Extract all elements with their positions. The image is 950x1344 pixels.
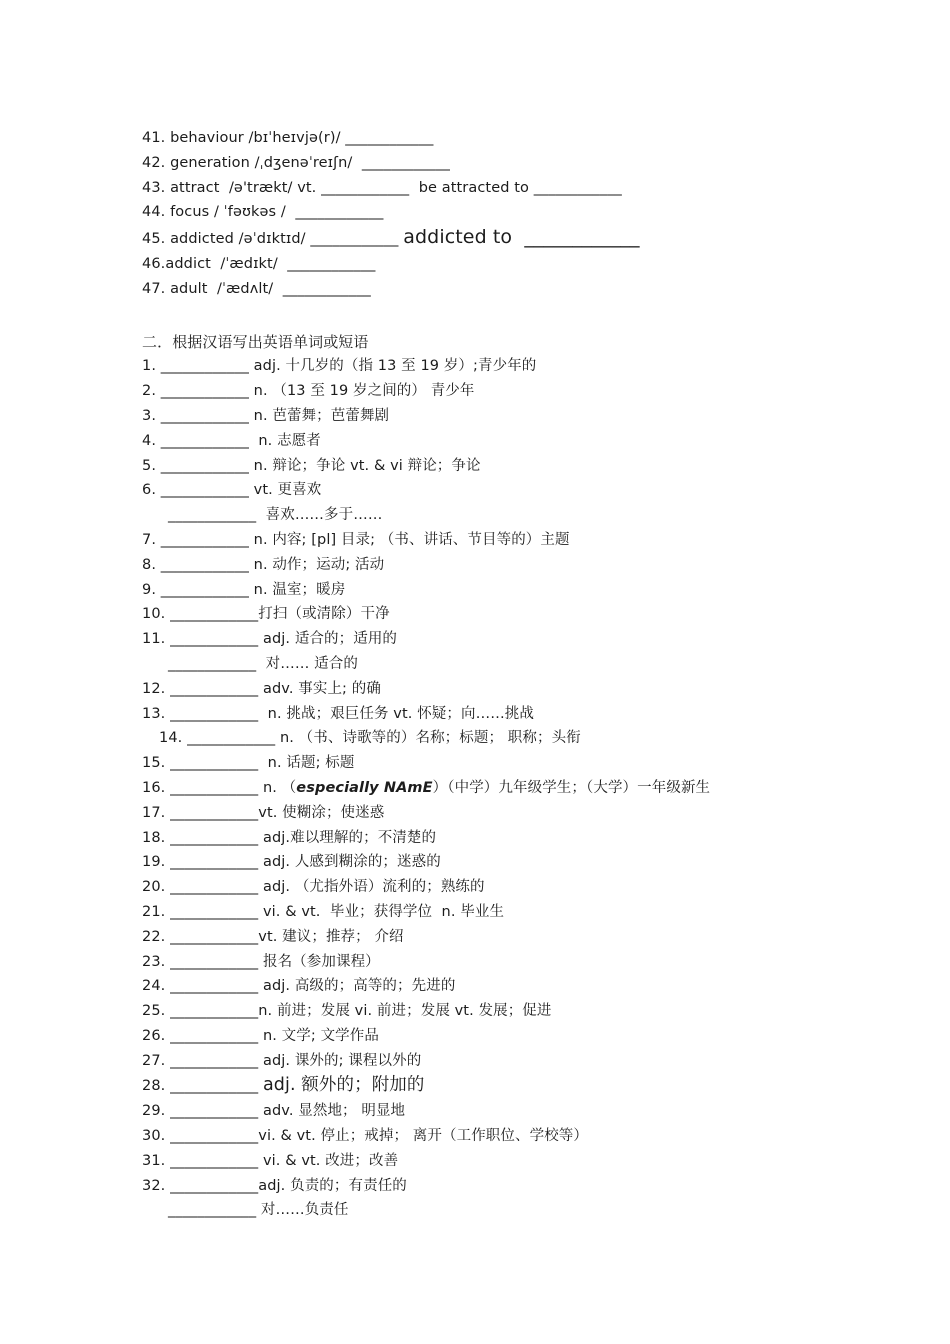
- worksheet-line: [142, 151, 910, 176]
- phonetics-vocab-list: [142, 126, 910, 302]
- line-text: 41. behaviour /bɪˈheɪvjə(r)/ ____________: [142, 130, 434, 146]
- worksheet-line: [142, 1124, 910, 1149]
- line-text: 42. generation /ˌdʒenəˈreɪʃn/ ____________: [142, 154, 451, 171]
- worksheet-line: [142, 776, 910, 801]
- line-text: ____________ 对…… 适合的: [168, 655, 358, 672]
- worksheet-line: [142, 1024, 910, 1049]
- line-text: 18. ____________ adj.难以理解的；不清楚的: [142, 829, 437, 846]
- line-text: 5. ____________ n. 辩论；争论 vt. & vi 辩论；争论: [142, 457, 481, 474]
- worksheet-line: [142, 429, 910, 454]
- line-text: 44. focus / ˈfəʊkəs / ____________: [142, 204, 384, 221]
- worksheet-line: [142, 200, 910, 225]
- line-text: 19. ____________ adj. 人感到糊涂的；迷惑的: [142, 854, 441, 871]
- section2-header: 二．根据汉语写出英语单词或短语: [142, 332, 369, 351]
- line-text: 6. ____________ vt. 更喜欢: [142, 482, 322, 499]
- worksheet-line: [142, 277, 910, 302]
- line-text: 14. ____________ n. （书、诗歌等的）名称；标题； 职称；头衔: [159, 730, 581, 747]
- line-text: 31. ____________ vi. & vt. 改进；改善: [142, 1152, 399, 1169]
- worksheet-line: [142, 578, 910, 603]
- worksheet-line: [142, 702, 910, 727]
- section-gap: [142, 302, 910, 330]
- chinese-to-english-list: [142, 354, 910, 1223]
- worksheet-line: [142, 553, 910, 578]
- worksheet-line: [142, 726, 910, 751]
- worksheet-line: [142, 379, 910, 404]
- worksheet-line: [142, 176, 910, 201]
- line-text: 9. ____________ n. 温室；暖房: [142, 581, 346, 598]
- worksheet-line: [142, 528, 910, 553]
- worksheet-line: [142, 751, 910, 776]
- line-text: 20. ____________ adj. （尤指外语）流利的；熟练的: [142, 879, 485, 896]
- line-text: 4. ____________ n. 志愿者: [142, 432, 321, 449]
- line-text: 3. ____________ n. 芭蕾舞；芭蕾舞剧: [142, 407, 390, 424]
- line-text: 32. ____________adj. 负责的；有责任的: [142, 1177, 407, 1194]
- line-text: 26. ____________ n. 文学; 文学作品: [142, 1027, 379, 1044]
- line-text: 22. ____________vt. 建议；推荐； 介绍: [142, 928, 404, 945]
- line-text: 16. ____________ n. （: [142, 779, 297, 796]
- worksheet-line: [142, 1073, 910, 1099]
- line-text: ）（中学）九年级学生；（大学）一年级新生: [432, 779, 711, 796]
- worksheet-line: [142, 1198, 910, 1223]
- line-text: ____________ 喜欢……多于……: [168, 507, 383, 524]
- worksheet-line: [142, 602, 910, 627]
- line-text: 46.addict /ˈædɪkt/ ____________: [142, 255, 376, 272]
- worksheet-line: [142, 850, 910, 875]
- worksheet-line: [142, 225, 910, 252]
- line-text: 7. ____________ n. 内容; [pl] 目录; （书、讲话、节目等的）主题: [142, 531, 570, 548]
- worksheet-line: [142, 1149, 910, 1174]
- line-text: 11. ____________ adj. 适合的；适用的: [142, 631, 398, 648]
- line-text: 45. addicted /əˈdɪktɪd/ ____________: [142, 231, 404, 248]
- worksheet-line: [142, 999, 910, 1024]
- worksheet-line: [142, 627, 910, 652]
- line-text: 30. ____________vi. & vt. 停止；戒掉； 离开（工作职位、学校等）: [142, 1128, 589, 1145]
- line-text: 10. ____________打扫（或清除）干净: [142, 606, 390, 623]
- line-text: 1. ____________ adj. 十几岁的（指 13 至 19 岁）;青少年的: [142, 358, 537, 375]
- worksheet-line: [142, 801, 910, 826]
- emphasized-text: addicted to ____________: [403, 226, 640, 249]
- worksheet-line: [142, 652, 910, 677]
- line-text: 27. ____________ adj. 课外的; 课程以外的: [142, 1052, 422, 1069]
- italic-note: especially NAmE: [296, 779, 433, 796]
- line-text: 28. ____________: [142, 1078, 263, 1095]
- line-text: 21. ____________ vi. & vt. 毕业；获得学位 n. 毕业生: [142, 903, 505, 920]
- worksheet-line: [142, 126, 910, 151]
- line-text: 43. attract /ə'trækt/ vt. ____________ be attracted to ____________: [142, 179, 622, 196]
- worksheet-line: [142, 900, 910, 925]
- line-text: 29. ____________ adv. 显然地； 明显地: [142, 1103, 406, 1120]
- line-text: 23. ____________ 报名（参加课程）: [142, 953, 380, 970]
- worksheet-line: [142, 925, 910, 950]
- worksheet-line: [142, 677, 910, 702]
- worksheet-line: [142, 875, 910, 900]
- line-text: 2. ____________ n. （13 至 19 岁之间的） 青少年: [142, 383, 475, 400]
- worksheet-line: [142, 1174, 910, 1199]
- line-text: 13. ____________ n. 挑战；艰巨任务 vt. 怀疑；向……挑战: [142, 705, 534, 722]
- worksheet-line: [142, 1049, 910, 1074]
- worksheet-line: [142, 478, 910, 503]
- emphasized-text: adj. 额外的；附加的: [262, 1075, 425, 1096]
- worksheet-line: [142, 950, 910, 975]
- worksheet-line: [142, 974, 910, 999]
- line-text: 17. ____________vt. 使糊涂；使迷惑: [142, 804, 385, 821]
- worksheet-line: [142, 354, 910, 379]
- line-text: 47. adult /ˈædʌlt/ ____________: [142, 280, 371, 297]
- worksheet-line: [142, 503, 910, 528]
- worksheet-line: [142, 252, 910, 277]
- line-text: 24. ____________ adj. 高级的；高等的；先进的: [142, 978, 456, 995]
- worksheet-line: [142, 404, 910, 429]
- line-text: 12. ____________ adv. 事实上; 的确: [142, 680, 381, 697]
- worksheet-line: [142, 454, 910, 479]
- line-text: 25. ____________n. 前进；发展 vi. 前进；发展 vt. 发展；促进: [142, 1003, 552, 1020]
- line-text: 15. ____________ n. 话题; 标题: [142, 755, 355, 772]
- line-text: 8. ____________ n. 动作；运动; 活动: [142, 556, 385, 573]
- line-text: ____________ 对……负责任: [168, 1202, 349, 1219]
- worksheet-line: [142, 826, 910, 851]
- worksheet-line: [142, 1099, 910, 1124]
